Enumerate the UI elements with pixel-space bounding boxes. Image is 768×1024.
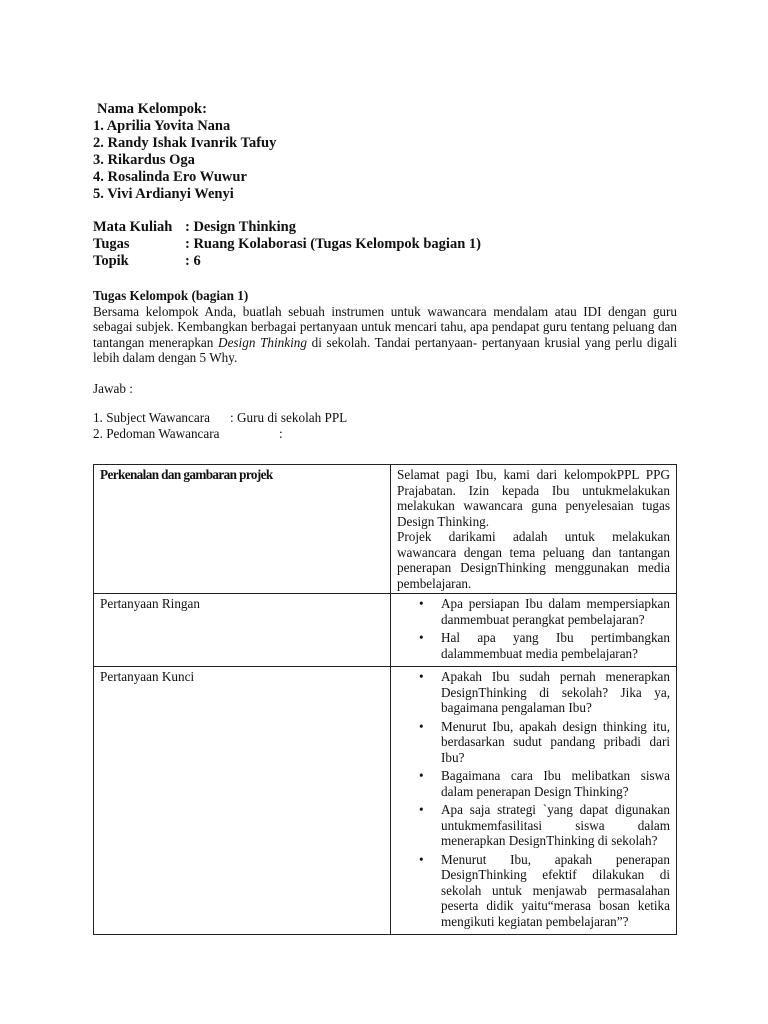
table-row [94, 594, 677, 667]
question-text: Menurut Ibu, apakah design thinking itu, berdasarkan sudut pandang pribadi dari Ibu? [441, 718, 670, 765]
meta-value: : 6 [185, 253, 201, 269]
member-item: 5. Vivi Ardianyi Wenyi [93, 186, 234, 202]
meta-value: : Design Thinking [185, 219, 296, 235]
question-text: Apa saja strategi `yang dapat digunakan untukmemfasilitasi siswa dalam menerapkan DesignThinking di sekolah? [441, 802, 670, 848]
question-list [397, 596, 670, 661]
question-item [397, 596, 670, 627]
question-item [397, 802, 670, 849]
row-label-kunci: Pertanyaan Kunci [94, 667, 391, 935]
question-item [397, 719, 670, 766]
task-section [93, 288, 677, 366]
task-body [93, 304, 677, 366]
bullet-icon: • [419, 669, 424, 684]
member-item: 3. Rikardus Oga [93, 152, 195, 168]
answer-key: 2. Pedoman Wawancara [93, 425, 220, 441]
answer-row-guide [93, 426, 677, 442]
bullet-icon: • [419, 851, 424, 867]
question-item [397, 768, 670, 799]
bullet-icon: • [419, 630, 424, 645]
row-content-kunci [391, 667, 677, 935]
bullet-icon: • [419, 768, 424, 783]
question-text: Apa persiapan Ibu dalam mempersiapkan danmembuat perangkat pembelajaran? [441, 596, 670, 627]
meta-row-course [93, 219, 677, 236]
course-meta [93, 219, 677, 270]
meta-row-task [93, 236, 677, 253]
bullet-icon: • [419, 802, 424, 817]
task-title: Tugas Kelompok (bagian 1) [93, 288, 249, 303]
document-page [93, 101, 677, 441]
row-content-ringan [391, 594, 677, 667]
question-text: Bagaimana cara Ibu melibatkan siswa dalam penerapan Design Thinking? [441, 768, 670, 799]
task-body-italic: Design Thinking [218, 334, 307, 350]
question-text: Menurut Ibu, apakah penerapan DesignThinking efektif dilakukan di sekolah untuk menjawab permasalahan peserta didik yaitu“merasa bosan ketika mengikuti kegiatan pembelajaran”? [441, 851, 670, 929]
question-text: Hal apa yang Ibu pertimbangkan dalammembuat media pembelajaran? [441, 630, 670, 661]
question-item [397, 669, 670, 716]
member-item: 4. Rosalinda Ero Wuwur [93, 169, 247, 185]
meta-value: : Ruang Kolaborasi (Tugas Kelompok bagian 1) [185, 236, 481, 252]
table-row [94, 465, 677, 594]
meta-key: Tugas [93, 236, 130, 252]
row-label-ringan: Pertanyaan Ringan [94, 594, 391, 667]
answer-value: : [279, 425, 283, 441]
bullet-icon: • [419, 718, 424, 734]
member-item: 2. Randy Ishak Ivanrik Tafuy [93, 135, 277, 151]
meta-key: Topik [93, 253, 129, 269]
table-row [94, 667, 677, 935]
question-text: Apakah Ibu sudah pernah menerapkan DesignThinking di sekolah? Jika ya, bagaimana pengalaman Ibu? [441, 669, 670, 715]
meta-key: Mata Kuliah [93, 219, 173, 235]
intro-paragraph: Selamat pagi Ibu, kami dari kelompokPPL PPG Prajabatan. Izin kepada Ibu untukmelakukan melakukan wawancara guna penyelesaian tugas Design Thinking. [397, 467, 670, 529]
interview-guide-table [93, 464, 677, 935]
question-item [397, 852, 670, 930]
intro-paragraph: Projek darikami adalah untuk melakukan wawancara dengan tema peluang dan tantangan penerapan DesignThinking menggunakan media pembelajaran. [397, 529, 670, 591]
member-list [93, 118, 677, 203]
answer-key: 1. Subject Wawancara [93, 410, 210, 425]
task-body-text: di sekolah. Tandai pertanyaan- pertanyaan krusial yang perlu digali lebih dalam dengan 5 Why. [93, 334, 677, 365]
bullet-icon: • [419, 596, 424, 611]
question-list [397, 669, 670, 929]
answer-list [93, 410, 677, 441]
row-label-intro: Perkenalan dan gambaran projek [94, 465, 391, 594]
meta-row-topic [93, 253, 677, 270]
member-item: 1. Aprilia Yovita Nana [93, 118, 231, 134]
task-body-text: Bersama kelompok Anda, buatlah sebuah instrumen untuk wawancara mendalam atau IDI dengan guru sebagai subjek. Kembangkan berbagai pertanyaan untuk mencari tahu, apa pendapat guru tentang peluang dan tantangan menerapkan [93, 303, 677, 350]
group-title: Nama Kelompok: [97, 101, 207, 117]
answer-label: Jawab : [93, 380, 133, 396]
answer-value: : Guru di sekolah PPL [230, 410, 348, 425]
answer-row-subject [93, 410, 677, 426]
question-item [397, 630, 670, 661]
row-content-intro [391, 465, 677, 594]
